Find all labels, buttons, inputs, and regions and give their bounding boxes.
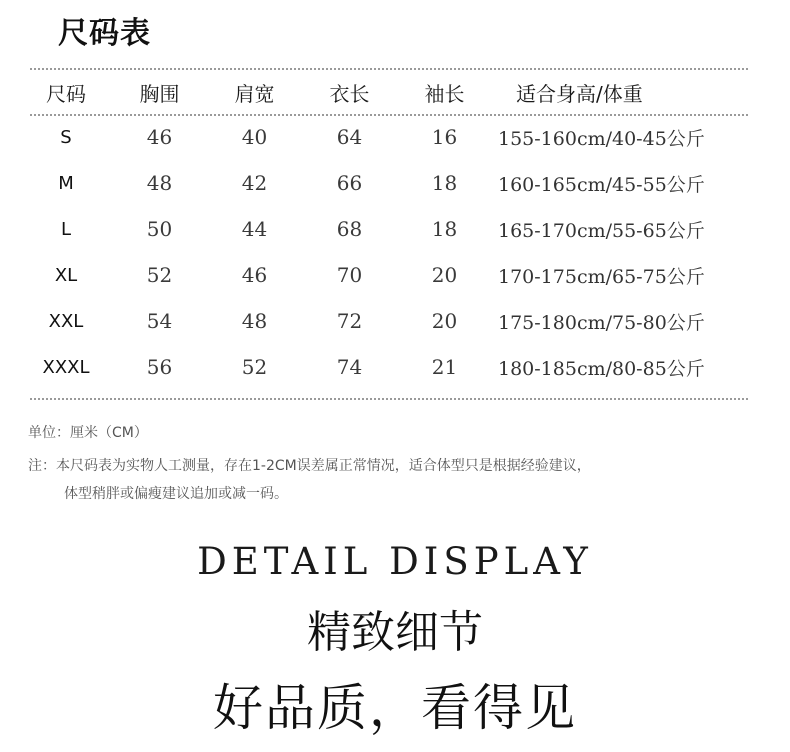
table-row — [20, 252, 748, 298]
header-fit: 适合身高/体重 — [516, 81, 643, 106]
header-sleeve: 袖长 — [424, 81, 465, 106]
cell-chest: 48 — [146, 171, 173, 195]
cell-chest: 46 — [146, 125, 173, 149]
cell-shoulder: 44 — [241, 217, 268, 241]
unit-note: 单位：厘米（CM） — [28, 425, 148, 441]
cell-fit: 180-185cm/80-85公斤 — [498, 357, 705, 380]
table-row — [20, 114, 748, 160]
table-row — [20, 298, 748, 344]
cell-shoulder: 48 — [241, 309, 268, 333]
cell-fit: 165-170cm/55-65公斤 — [498, 219, 705, 242]
header-chest: 胸围 — [139, 81, 180, 106]
cell-size: L — [60, 218, 72, 240]
divider-bottom — [30, 398, 748, 400]
cell-shoulder: 46 — [241, 263, 268, 287]
cell-sleeve: 20 — [431, 263, 458, 287]
cell-fit: 175-180cm/75-80公斤 — [498, 311, 705, 334]
cell-length: 64 — [336, 125, 363, 149]
table-row — [20, 160, 748, 206]
cell-length: 74 — [336, 355, 363, 379]
cell-sleeve: 16 — [431, 125, 458, 149]
cell-sleeve: 18 — [431, 171, 458, 195]
table-row — [20, 344, 748, 390]
cell-chest: 52 — [146, 263, 173, 287]
table-header-row — [20, 70, 748, 114]
cell-size: XL — [54, 264, 78, 286]
header-size: 尺码 — [46, 81, 86, 106]
measurement-note-continued: 体型稍胖或偏瘦建议追加或减一码。 — [64, 486, 288, 502]
cell-chest: 56 — [146, 355, 173, 379]
cell-length: 68 — [336, 217, 363, 241]
cell-sleeve: 21 — [431, 355, 458, 379]
cell-length: 72 — [336, 309, 363, 333]
cell-shoulder: 52 — [241, 355, 268, 379]
cell-fit: 160-165cm/45-55公斤 — [498, 173, 705, 196]
page-title: 尺码表 — [58, 16, 151, 51]
detail-display-title: DETAIL DISPLAY — [197, 540, 593, 583]
cell-length: 66 — [336, 171, 363, 195]
cell-chest: 54 — [146, 309, 173, 333]
cell-size: S — [60, 126, 72, 148]
cell-size: XXL — [48, 310, 84, 332]
cell-size: XXXL — [42, 356, 90, 378]
size-table — [20, 70, 748, 390]
cell-fit: 155-160cm/40-45公斤 — [498, 127, 705, 150]
header-length: 衣长 — [329, 81, 370, 106]
cell-size: M — [58, 172, 74, 194]
cell-sleeve: 18 — [431, 217, 458, 241]
table-row — [20, 206, 748, 252]
header-shoulder: 肩宽 — [234, 81, 275, 106]
cell-shoulder: 40 — [241, 125, 268, 149]
measurement-note: 注：本尺码表为实物人工测量，存在1-2CM误差属正常情况，适合体型只是根据经验建议， — [28, 458, 591, 474]
cell-sleeve: 20 — [431, 309, 458, 333]
cell-shoulder: 42 — [241, 171, 268, 195]
cell-chest: 50 — [146, 217, 173, 241]
cell-fit: 170-175cm/65-75公斤 — [498, 265, 705, 288]
detail-tagline: 好品质，看得见 — [213, 679, 577, 737]
cell-length: 70 — [336, 263, 363, 287]
detail-subtitle: 精致细节 — [307, 607, 483, 658]
